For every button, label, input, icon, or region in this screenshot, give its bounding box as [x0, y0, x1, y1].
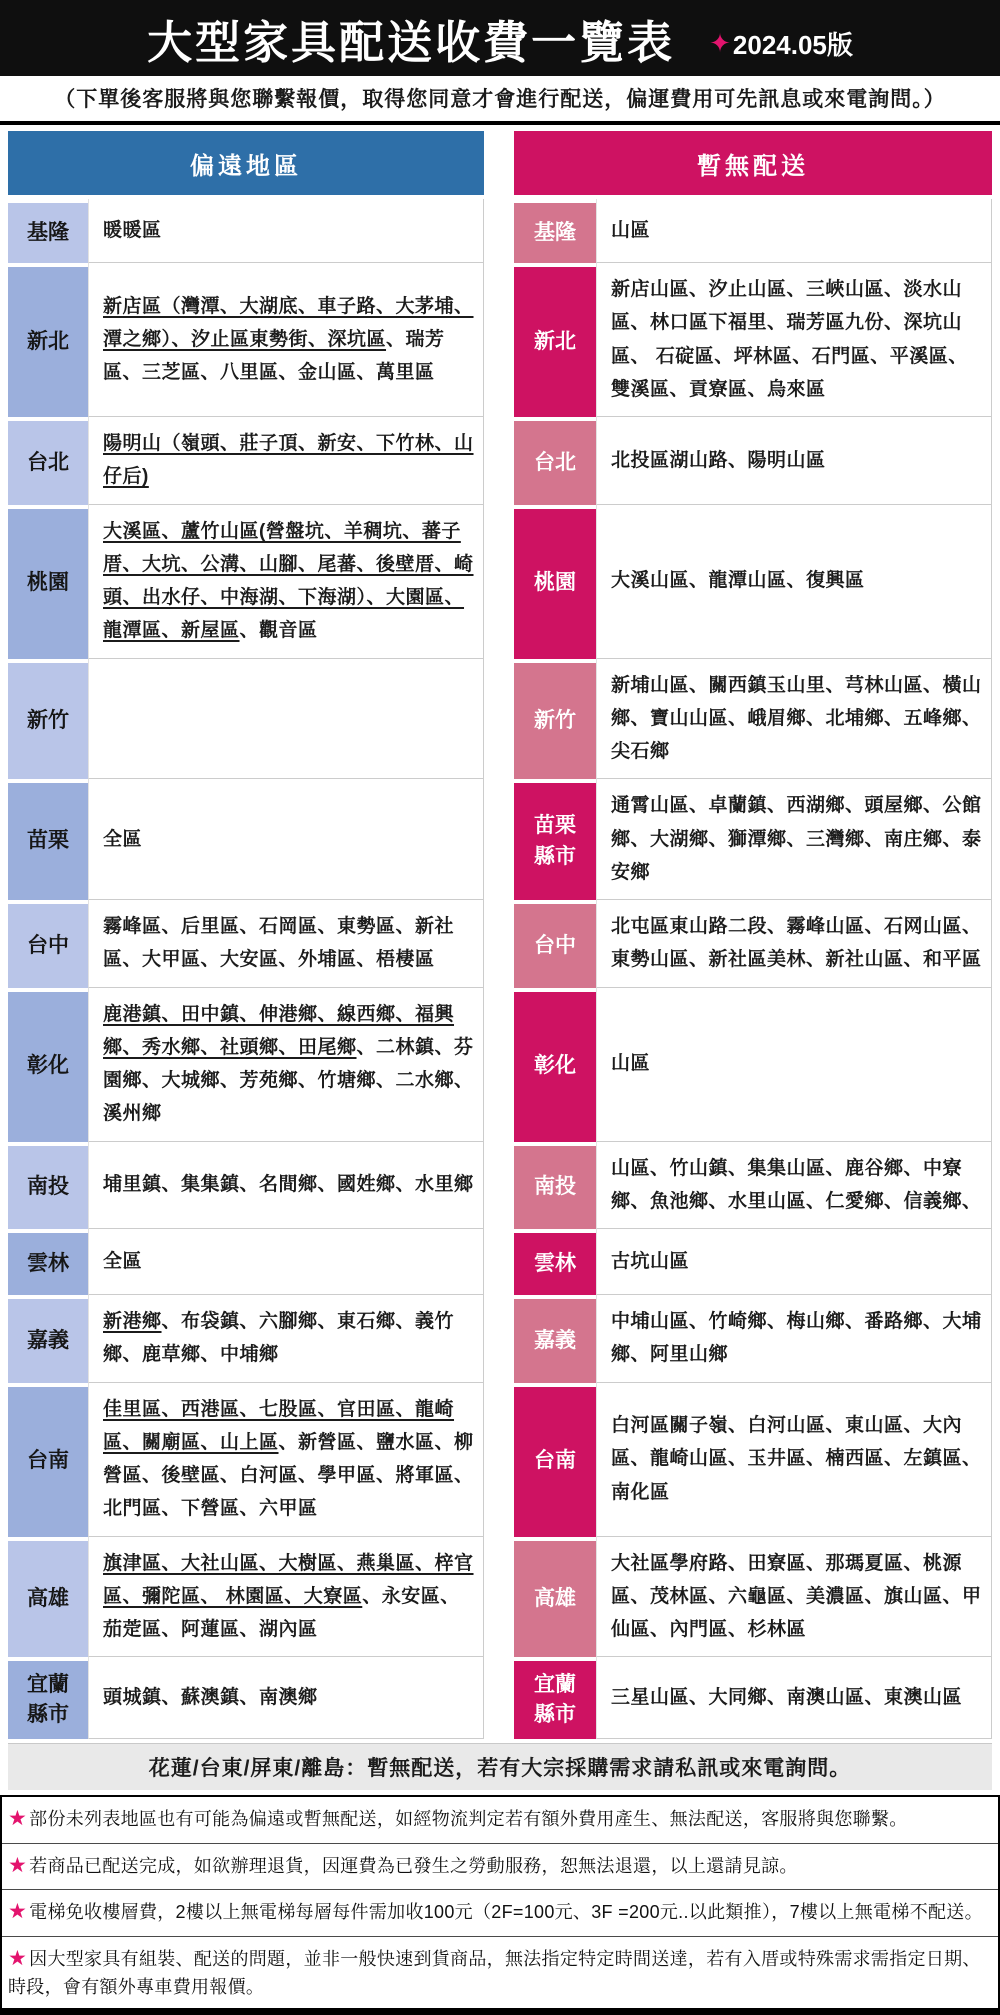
subtitle-note: （下單後客服將與您聯繫報價，取得您同意才會進行配送，偏運費用可先訊息或來電詢問。） [0, 76, 1000, 125]
region-label-left: 台北 [8, 417, 88, 505]
column-gap [484, 1142, 514, 1230]
underlined-area-text: 旗津區、大社山區、大樹區、燕巢區、梓官區、彌陀區、 林園區、大寮區 [103, 1552, 474, 1607]
region-label-left: 彰化 [8, 988, 88, 1142]
underlined-area-text: 新港鄉 [103, 1311, 162, 1332]
remote-areas-cell [88, 1229, 484, 1295]
no-delivery-areas-text: 古坑山區 [611, 1250, 690, 1272]
star-icon: ★ [8, 1853, 28, 1877]
region-label-right: 台北 [514, 417, 596, 505]
region-label-right: 彰化 [514, 988, 596, 1142]
four-pointed-star-icon: ✦ [709, 27, 731, 58]
region-label-left: 雲林 [8, 1229, 88, 1295]
title-banner [0, 0, 1000, 76]
no-delivery-areas-cell [596, 1229, 992, 1295]
column-gap [484, 1657, 514, 1739]
note-text: 電梯免收樓層費，2樓以上無電梯每層每件需加收100元（2F=100元、3F =200元..以此類推），7樓以上無電梯不配送。 [29, 1902, 983, 1923]
region-label-left: 台南 [8, 1383, 88, 1537]
column-gap [484, 263, 514, 417]
remote-areas-cell [88, 199, 484, 263]
note-text: 若商品已配送完成，如欲辦理退貨，因運費為已發生之勞動服務，恕無法退還，以上還請見諒。 [29, 1855, 798, 1876]
region-label-right: 嘉義 [514, 1295, 596, 1383]
column-header-remote: 偏遠地區 [8, 131, 484, 195]
column-gap [484, 900, 514, 988]
area-text: 全區 [103, 1250, 143, 1272]
region-label-left: 高雄 [8, 1537, 88, 1658]
column-gap [484, 417, 514, 505]
notes-box [0, 1795, 1000, 2015]
region-label-right: 苗栗縣市 [514, 779, 596, 900]
underlined-area-text: 佳里區、西港區、七股區、官田區、龍崎區、關廟區、山上區 [103, 1398, 455, 1453]
no-delivery-areas-text: 山區 [611, 219, 651, 241]
note-item [2, 1889, 998, 1935]
column-gap [484, 779, 514, 900]
remote-areas-cell [88, 779, 484, 900]
no-delivery-areas-text: 三星山區、大同鄉、南澳山區、東澳山區 [611, 1687, 963, 1709]
area-text: 暖暖區 [103, 219, 162, 241]
remote-areas-cell [88, 1657, 484, 1739]
region-label-right: 雲林 [514, 1229, 596, 1295]
no-delivery-areas-cell [596, 1537, 992, 1658]
remote-areas-text [103, 427, 475, 494]
remote-areas-text [103, 910, 475, 977]
remote-areas-text [103, 823, 475, 856]
region-label-right: 新竹 [514, 659, 596, 780]
remote-areas-cell [88, 263, 484, 417]
no-delivery-areas-text: 北投區湖山路、陽明山區 [611, 449, 826, 471]
no-delivery-areas-cell [596, 1295, 992, 1383]
note-text: 因大型家具有組裝、配送的問題，並非一般快速到貨商品，無法指定特定時間送達，若有入厝或特殊需求需指定日期、時段，會有額外專車費用報價。 [8, 1948, 981, 1997]
area-text: 、新營區、鹽水區、柳營區、後壁區、白河區、學甲區、將軍區、北門區、下營區、六甲區 [103, 1431, 474, 1520]
column-header-no-delivery: 暫無配送 [514, 131, 992, 195]
region-label-left: 新北 [8, 263, 88, 417]
no-delivery-areas-text: 新店山區、汐止山區、三峽山區、淡水山區、林口區下福里、瑞芳區九份、深坑山區、 石碇區、坪林區、石門區、平溪區、雙溪區、貢寮區、烏來區 [611, 279, 968, 400]
remote-areas-cell [88, 988, 484, 1142]
region-label-right: 宜蘭縣市 [514, 1657, 596, 1739]
region-label-left: 新竹 [8, 659, 88, 780]
remote-areas-text [103, 1305, 475, 1372]
no-delivery-areas-text: 通霄山區、卓蘭鎮、西湖鄉、頭屋鄉、公館鄉、大湖鄉、獅潭鄉、三灣鄉、南庄鄉、泰安鄉 [611, 795, 982, 883]
region-label-left: 宜蘭縣市 [8, 1657, 88, 1739]
remote-areas-text [103, 290, 475, 390]
note-item [2, 1936, 998, 2009]
remote-areas-text [103, 998, 475, 1131]
underlined-area-text: 鹿港鎮、田中鎮、伸港鄉、線西鄉、福興鄉、秀水鄉、社頭鄉、田尾鄉 [103, 1003, 455, 1058]
region-label-right: 新北 [514, 263, 596, 417]
region-label-left: 桃園 [8, 505, 88, 659]
remote-areas-text [103, 1393, 475, 1526]
no-delivery-areas-cell [596, 199, 992, 263]
column-gap [484, 1383, 514, 1537]
no-delivery-areas-cell [596, 659, 992, 780]
no-delivery-areas-text: 白河區關子嶺、白河山區、東山區、大內區、龍崎山區、玉井區、楠西區、左鎮區、南化區 [611, 1415, 982, 1503]
star-icon: ★ [8, 1807, 28, 1831]
remote-areas-cell [88, 1537, 484, 1658]
star-icon: ★ [8, 1900, 28, 1924]
remote-areas-cell [88, 417, 484, 505]
note-text: 部份未列表地區也有可能為偏遠或暫無配送，如經物流判定若有額外費用產生、無法配送，客服將與您聯繫。 [29, 1809, 908, 1830]
no-delivery-areas-cell [596, 505, 992, 659]
no-delivery-areas-cell [596, 900, 992, 988]
east-region-bar: 花蓮/台東/屏東/離島：暫無配送，若有大宗採購需求請私訊或來電詢問。 [8, 1743, 992, 1790]
area-text: 霧峰區、后里區、石岡區、東勢區、新社區、大甲區、大安區、外埔區、梧棲區 [103, 916, 455, 971]
column-gap [484, 131, 514, 195]
note-item [2, 1797, 998, 1842]
remote-areas-cell [88, 900, 484, 988]
column-gap [484, 1295, 514, 1383]
underlined-area-text: 陽明山（嶺頭、莊子頂、新安、下竹林、山仔后) [103, 433, 474, 488]
area-text: 埔里鎮、集集鎮、名間鄉、國姓鄉、水里鄉 [103, 1174, 474, 1196]
no-delivery-areas-text: 新埔山區、關西鎮玉山里、芎林山區、橫山鄉、寶山山區、峨眉鄉、北埔鄉、五峰鄉、尖石鄉 [611, 674, 982, 762]
no-delivery-areas-text: 中埔山區、竹崎鄉、梅山鄉、番路鄉、大埔鄉、阿里山鄉 [611, 1311, 982, 1366]
area-text: 、瑞芳區、三芝區、八里區、金山區、萬里區 [103, 328, 445, 384]
remote-areas-cell [88, 659, 484, 780]
column-gap [484, 1229, 514, 1295]
remote-areas-text [103, 1168, 475, 1201]
remote-areas-cell [88, 1142, 484, 1230]
remote-areas-cell [88, 1383, 484, 1537]
no-delivery-areas-text: 北屯區東山路二段、霧峰山區、石网山區、東勢山區、新社區美林、新社山區、和平區 [611, 916, 982, 971]
area-text: 全區 [103, 828, 143, 850]
no-delivery-areas-cell [596, 1142, 992, 1230]
area-text: 、二林鎮、芬園鄉、大城鄉、芳苑鄉、竹塘鄉、二水鄉、溪州鄉 [103, 1036, 474, 1125]
version-text: 2024.05版 [732, 29, 853, 60]
remote-areas-text [103, 1681, 475, 1714]
area-text: 、永安區、茄萣區、阿蓮區、湖內區 [103, 1585, 460, 1640]
region-label-left: 嘉義 [8, 1295, 88, 1383]
region-label-right: 南投 [514, 1142, 596, 1230]
region-label-right: 台南 [514, 1383, 596, 1537]
remote-areas-cell [88, 505, 484, 659]
no-delivery-areas-cell [596, 417, 992, 505]
remote-areas-text [103, 214, 475, 247]
no-delivery-areas-text: 山區、竹山鎮、集集山區、鹿谷鄉、中寮鄉、魚池鄉、水里山區、仁愛鄉、信義鄉、 [611, 1157, 982, 1212]
column-gap [484, 1537, 514, 1658]
column-gap [484, 659, 514, 780]
remote-areas-text [103, 515, 475, 648]
column-gap [484, 988, 514, 1142]
region-label-left: 苗栗 [8, 779, 88, 900]
region-label-right: 高雄 [514, 1537, 596, 1658]
remote-areas-text [103, 1547, 475, 1647]
underlined-area-text: 新店區（灣潭、大湖底、車子路、大茅埔、潭之鄉）、汐止區東勢街、深坑區 [103, 295, 474, 350]
version-badge [709, 25, 853, 62]
star-icon: ★ [8, 1946, 28, 1970]
no-delivery-areas-text: 山區 [611, 1053, 651, 1075]
no-delivery-areas-cell [596, 1657, 992, 1739]
region-label-right: 基隆 [514, 199, 596, 263]
region-label-left: 南投 [8, 1142, 88, 1230]
no-delivery-areas-cell [596, 779, 992, 900]
region-label-right: 台中 [514, 900, 596, 988]
no-delivery-areas-text: 大社區學府路、田寮區、那瑪夏區、桃源區、茂林區、六龜區、美濃區、旗山區、甲仙區、內門區、杉林區 [611, 1552, 982, 1640]
region-label-right: 桃園 [514, 505, 596, 659]
no-delivery-areas-text: 大溪山區、龍潭山區、復興區 [611, 570, 865, 592]
region-label-left: 基隆 [8, 199, 88, 263]
area-text: 、布袋鎮、六腳鄉、東石鄉、義竹鄉、鹿草鄉、中埔鄉 [103, 1311, 455, 1366]
no-delivery-areas-cell [596, 988, 992, 1142]
no-delivery-areas-cell [596, 263, 992, 417]
column-gap [484, 505, 514, 659]
fee-table [8, 131, 992, 1739]
note-item [2, 1843, 998, 1889]
column-gap [484, 199, 514, 263]
remote-areas-cell [88, 1295, 484, 1383]
no-delivery-areas-cell [596, 1383, 992, 1537]
area-text: 頭城鎮、蘇澳鎮、南澳鄉 [103, 1687, 318, 1709]
region-label-left: 台中 [8, 900, 88, 988]
page-title: 大型家具配送收費一覽表 [147, 16, 676, 68]
remote-areas-text [103, 1245, 475, 1278]
underlined-area-text: 大溪區、蘆竹山區(營盤坑、羊稠坑、蕃子厝、大坑、公溝、山腳、尾蕃、後壁厝、崎頭、出水仔、中海湖、下海湖）、大園區、龍潭區、新屋區 [103, 520, 474, 642]
area-text: 、觀音區 [239, 620, 318, 642]
